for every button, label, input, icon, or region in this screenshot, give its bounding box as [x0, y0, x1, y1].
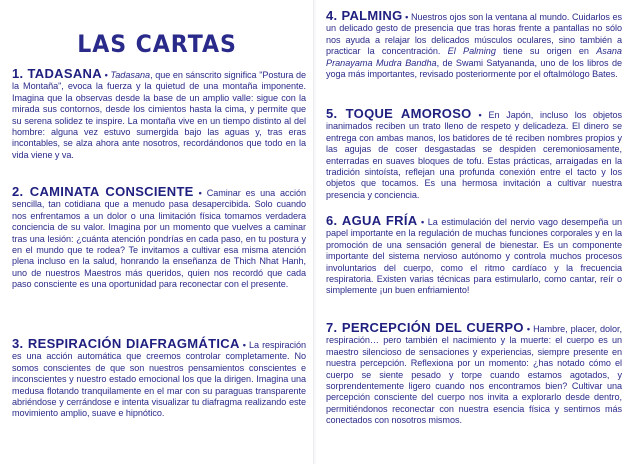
- section-text: tiene su origen en: [495, 46, 597, 57]
- bullet-separator: •: [526, 324, 534, 334]
- left-page: [0, 0, 314, 464]
- card-section-percepcion: [326, 322, 622, 427]
- section-heading: 7. PERCEPCIÓN DEL CUERPO: [326, 320, 524, 335]
- section-text: La respiración es una acción automática que creemos controlar completamente. No somos conscientes de que son nuestros pensamientos conscientes e inconscientes y nuestro estado emocional los que la dirigen. Imagina una medusa flotando tranquilamente en el mar con su paraguas transparente abriéndose y cerrándose e intenta visualizar tu diafragma realizando este movimiento amplio, suave e hipnótico.: [12, 340, 306, 419]
- bullet-separator: •: [104, 70, 111, 80]
- section-heading: 3. RESPIRACIÓN DIAFRAGMÁTICA: [12, 336, 240, 351]
- section-text: , de Swami Satyananda, uno de los libros de yoga más importantes, revisado posteriormente por el oftalmólogo Bates.: [326, 57, 622, 80]
- bullet-separator: •: [242, 340, 250, 350]
- section-heading: 5. TOQUE AMOROSO: [326, 106, 472, 121]
- page-title: LAS CARTAS: [77, 30, 237, 58]
- section-text: Caminar es una acción sencilla, tan cotidiana que a menudo pasa desapercibida. Solo cuando nos enfrentamos a un dolor o una limitación física tomamos verdadera conciencia de su valor. Imagina por un momento que vuelves a caminar tras una lesión: ¿cuánta atención pondrías en cada paso, en tu postura y en el mundo que te rodea? Te invitamos a cultivar esa misma atención plena incluso en la salud, honrando la enseñanza de Thich Nhat Hanh, uno de nuestros Maestros más queridos, quien nos recordó que cada paso consciente es una oportunidad para reconectar con el presente.: [12, 188, 306, 290]
- card-section-palming: [326, 10, 622, 80]
- bullet-separator: •: [478, 110, 489, 120]
- section-heading: 2. CAMINATA CONSCIENTE: [12, 184, 194, 199]
- section-text: Hambre, placer, dolor, respiración… pero también el nacimiento y la muerte: el cuerpo es un maestro silencioso de sensaciones y experiencias, siempre presente en nuestra percepción. Reflexiona por un momento: ¿has notado cómo el cuerpo se siente pesado y torpe cuando estamos agotados, y sorprendentemente ligero cuando nos encontramos bien? Cultivar una percepción consciente del cuerpo nos invita a explorarlo desde dentro, permitiéndonos reconectar con nuestra esencia física y sentirnos más conectados con nosotros mismos.: [326, 324, 622, 426]
- bullet-separator: •: [198, 188, 207, 198]
- bullet-separator: •: [421, 217, 428, 227]
- section-heading: 4. PALMING: [326, 8, 403, 23]
- bullet-separator: •: [405, 12, 411, 22]
- section-italic-term: El Palming: [447, 46, 496, 57]
- section-heading: 6. AGUA FRÍA: [326, 213, 418, 228]
- section-heading: 1. TADASANA: [12, 66, 102, 81]
- card-section-caminata: [12, 186, 306, 291]
- card-section-agua-fria: [326, 215, 622, 297]
- section-text: , que en sánscrito significa "Postura de la Montaña", evoca la fuerza y la quietud de una montaña imponente. Imagina que la observas desde la base de un amplio valle: sigue con la mirada sus contornos, desde los cimientos hasta la cima, y permite que su serena solidez te inspire. La montaña vive en un tiempo distinto al del hombre: alguna vez estuvo sumergida bajo las aguas y, tras eras incontables, se alza ahora ante nosotros, recordándonos que todo en la vida viene y va.: [12, 70, 307, 160]
- section-text: Nuestros ojos son la ventana al mundo. Cuidarlos es un delicado gesto de presencia que tras horas frente a pantallas no sólo nos ayuda a relajar los delicados músculos oculares, sino también a practicar la concentración.: [326, 12, 622, 57]
- section-text: La estimulación del nervio vago desempeña un papel importante en la regulación de muchas funciones corporales y en la promoción de una sensación general de bienestar. Es un componente importante del sistema nervioso autónomo y controla muchos procesos involuntarios del cuerpo, como el ritmo cardíaco y la frecuencia respiratoria. Existen varias técnicas para estimularlo, como cantar, reír o simplemente ¡un buen enfriamiento!: [326, 217, 622, 296]
- card-section-respiracion: [12, 338, 306, 420]
- card-section-tadasana: [12, 68, 306, 161]
- section-lead-italic: Tadasana: [110, 70, 151, 80]
- section-italic-book-title: Asana Pranayama Mudra Bandha: [326, 46, 622, 68]
- card-section-toque-amoroso: [326, 108, 622, 201]
- section-text: En Japón, incluso los objetos inanimados reciben un trato lleno de respeto y delicadeza. El dinero se entrega con ambas manos, los batidores de té reciben nombres propios y las agujas de coser desgastadas se despiden ceremoniosamente, enterradas en suaves bloques de tofu. Estas prácticas, arraigadas en la tradición sintoísta, reflejan una profunda conexión entre el tacto y los objetos que tocamos. Es una hermosa invitación a cultivar nuestra presencia y conciencia.: [326, 110, 623, 200]
- right-page: [316, 0, 630, 464]
